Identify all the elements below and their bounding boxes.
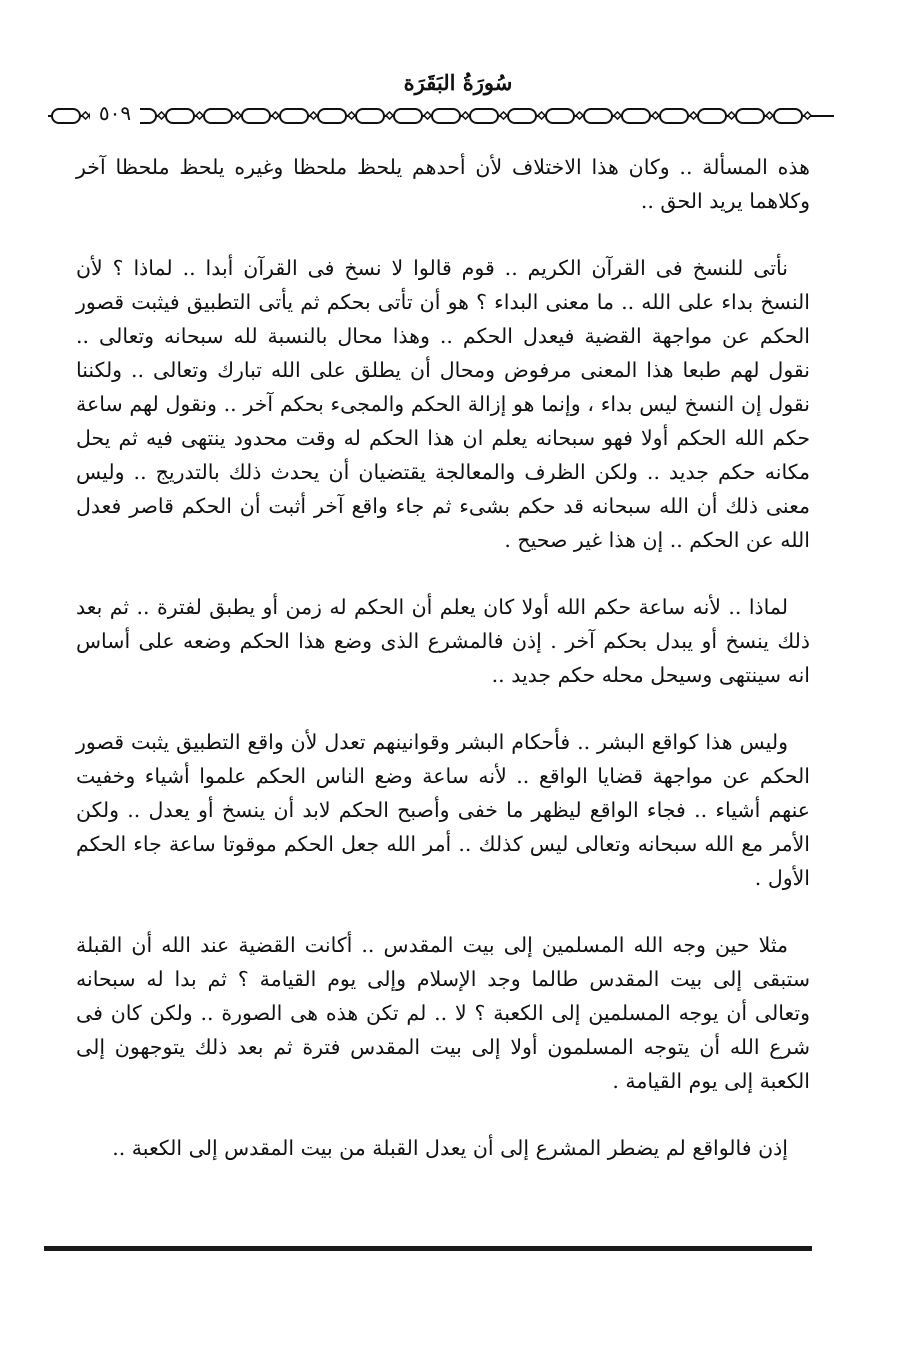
sura-title: سُورَةُ البَقَرَة xyxy=(403,70,513,95)
paragraph-2: نأتى للنسخ فى القرآن الكريم .. قوم قالوا لا نسخ فى القرآن أبدا .. لماذا ؟ لأن النسخ بداء على الله .. ما معنى البداء ؟ هو أن تأتى بحكم ثم يأتى التطبيق فيثبت قصور الحكم عن مواجهة القضية فيعدل الحكم .. وهذا محال بالنسبة لله سبحانه وتعالى .. نقول لهم طبعا هذا المعنى مرفوض ومحال أن يطلق على الله تبارك وتعالى .. ولكننا نقول إن النسخ ليس بداء ، وإنما هو إزالة الحكم والمجىء بحكم آخر .. ونقول لهم ساعة حكم الله الحكم أولا فهو سبحانه يعلم ان هذا الحكم له وقت محدود ينتهى فيه ثم يحل مكانه حكم جديد .. ولكن الظرف والمعالجة يقتضيان أن يحدث ذلك بالتدريج .. وليس معنى ذلك أن الله سبحانه قد حكم بشىء ثم جاء واقع آخر أثبت أن الحكم قاصر فعدل الله عن الحكم .. إن هذا غير صحيح . xyxy=(76,256,810,552)
paragraph-1: هذه المسألة .. وكان هذا الاختلاف لأن أحدهم يلحظ ملحظا وغيره يلحظ ملحظا آخر وكلاهما يريد الحق .. xyxy=(76,155,810,213)
paragraph-3: لماذا .. لأنه ساعة حكم الله أولا كان يعلم أن الحكم له زمن أو يطبق لفترة .. ثم بعد ذلك ينسخ أو يبدل بحكم آخر . إذن فالمشرع الذى وضع هذا الحكم وضعه على أساس انه سينتهى وسيحل محله حكم جديد .. xyxy=(76,595,810,687)
page-body xyxy=(76,150,810,1198)
paragraph-4: وليس هذا كواقع البشر .. فأحكام البشر وقوانينهم تعدل لأن واقع التطبيق يثبت قصور الحكم عن مواجهة قضايا الواقع .. لأنه ساعة وضع الناس الحكم علموا أشياء وخفيت عنهم أشياء .. فجاء الواقع ليظهر ما خفى وأصبح الحكم لابد أن ينسخ أو يعدل .. ولكن الأمر مع الله سبحانه وتعالى ليس كذلك .. أمر الله جعل الحكم موقوتا ساعة جاء الحكم الأول . xyxy=(76,730,810,890)
header-ornament-border xyxy=(48,104,834,128)
page-number: ٥٠٩ xyxy=(90,98,140,128)
paragraph-6: إذن فالواقع لم يضطر المشرع إلى أن يعدل القبلة من بيت المقدس إلى الكعبة .. xyxy=(112,1136,788,1160)
paragraph-5: مثلا حين وجه الله المسلمين إلى بيت المقدس .. أكانت القضية عند الله أن القبلة ستبقى إلى بيت المقدس طالما وجد الإسلام وإلى يوم القيامة ؟ ثم بدا له سبحانه وتعالى أن يوجه المسلمين إلى الكعبة ؟ لا .. لم تكن هذه هى الصورة .. ولكن كان فى شرع الله أن يتوجه المسلمون أولا إلى بيت المقدس فترة ثم بعد ذلك يتوجهون إلى الكعبة إلى يوم القيامة . xyxy=(76,933,810,1093)
footer-rule xyxy=(44,1246,812,1251)
